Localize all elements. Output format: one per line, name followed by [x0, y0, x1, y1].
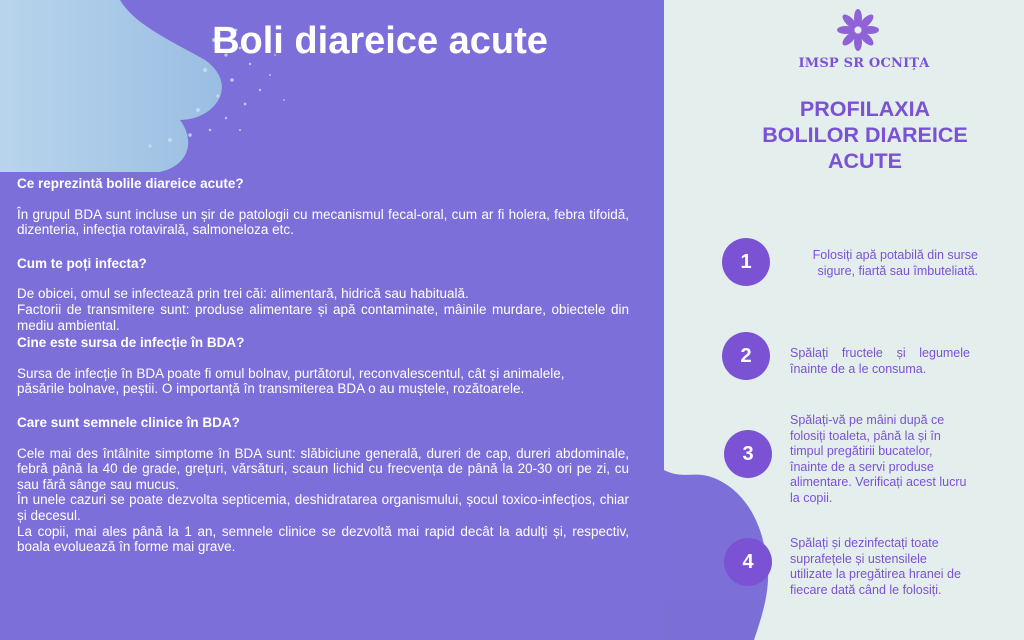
step-number-badge: 4	[724, 538, 772, 586]
section-text: În grupul BDA sunt incluse un șir de patologii cu mecanismul fecal-oral, cum ar fi holera, febra tifoidă, dizenteria, infecția rotavirală, salmoneloza etc.	[17, 206, 629, 238]
flower-icon	[836, 7, 880, 53]
section-text: La copii, mai ales până la 1 an, semnele clinice se dezvoltă mai rapid decât la adulți și, respectiv, boala evoluează în forme mai grave.	[17, 523, 629, 555]
org-name: IMSP SR OCNIȚA	[798, 56, 930, 71]
section-question: Cine este sursa de infecție în BDA?	[17, 335, 245, 351]
prevention-panel	[664, 0, 1024, 640]
step-text: Spălați fructele și legumele înainte de a le consuma.	[790, 346, 970, 376]
section-question: Cum te poți infecta?	[17, 255, 147, 271]
section-text: De obicei, omul se infectează prin trei căi: alimentară, hidrică sau habituală.	[17, 286, 469, 302]
step-text: Spălați și dezinfectați toate suprafețele și ustensilele utilizate la pregătirea hranei de fiecare dată când le folosiți.	[790, 536, 961, 597]
page-title: Boli diareice acute	[212, 20, 548, 62]
step-number-badge: 1	[722, 238, 770, 286]
section-text: În unele cazuri se poate dezvolta septicemia, deshidratarea organismului, șocul toxico-infecțios, chiar și decesul.	[17, 492, 629, 523]
section-text: Cele mai des întâlnite simptome în BDA sunt: slăbiciune generală, dureri de cap, dureri abdominale, febră până la 40 de grade, grețuri, vărsături, scaun lichid cu frecvența de până la 20-30 ori pe zi, cu sau fără sânge sau mucus.	[17, 445, 629, 492]
step-number-badge: 3	[724, 430, 772, 478]
section-text: păsările bolnave, peștii. O importanță în transmiterea BDA o au muștele, rozătoarele.	[17, 381, 525, 397]
step-text: Folosiți apă potabilă din surse sigure, fiartă sau îmbuteliată.	[812, 248, 978, 278]
section-question: Care sunt semnele clinice în BDA?	[17, 414, 240, 430]
section-question: Ce reprezintă bolile diareice acute?	[17, 176, 244, 191]
section-text: Factorii de transmitere sunt: produse alimentare și apă contaminate, mâinile murdare, obiectele din mediu ambiental.	[17, 301, 629, 333]
prevention-heading: PROFILAXIA BOLILOR DIAREICE ACUTE	[762, 97, 968, 173]
step-number-badge: 2	[722, 332, 770, 380]
info-content	[17, 176, 629, 555]
step-text: Spălați-vă pe mâini după ce folosiți toaleta, până la și în timpul pregătirii bucatelor, înainte de a servi produse alimentare. Verificați acest lucru la copii.	[790, 413, 967, 505]
section-text: Sursa de infecție în BDA poate fi omul bolnav, purtătorul, reconvalescentul, cât și animalele,	[17, 365, 565, 381]
